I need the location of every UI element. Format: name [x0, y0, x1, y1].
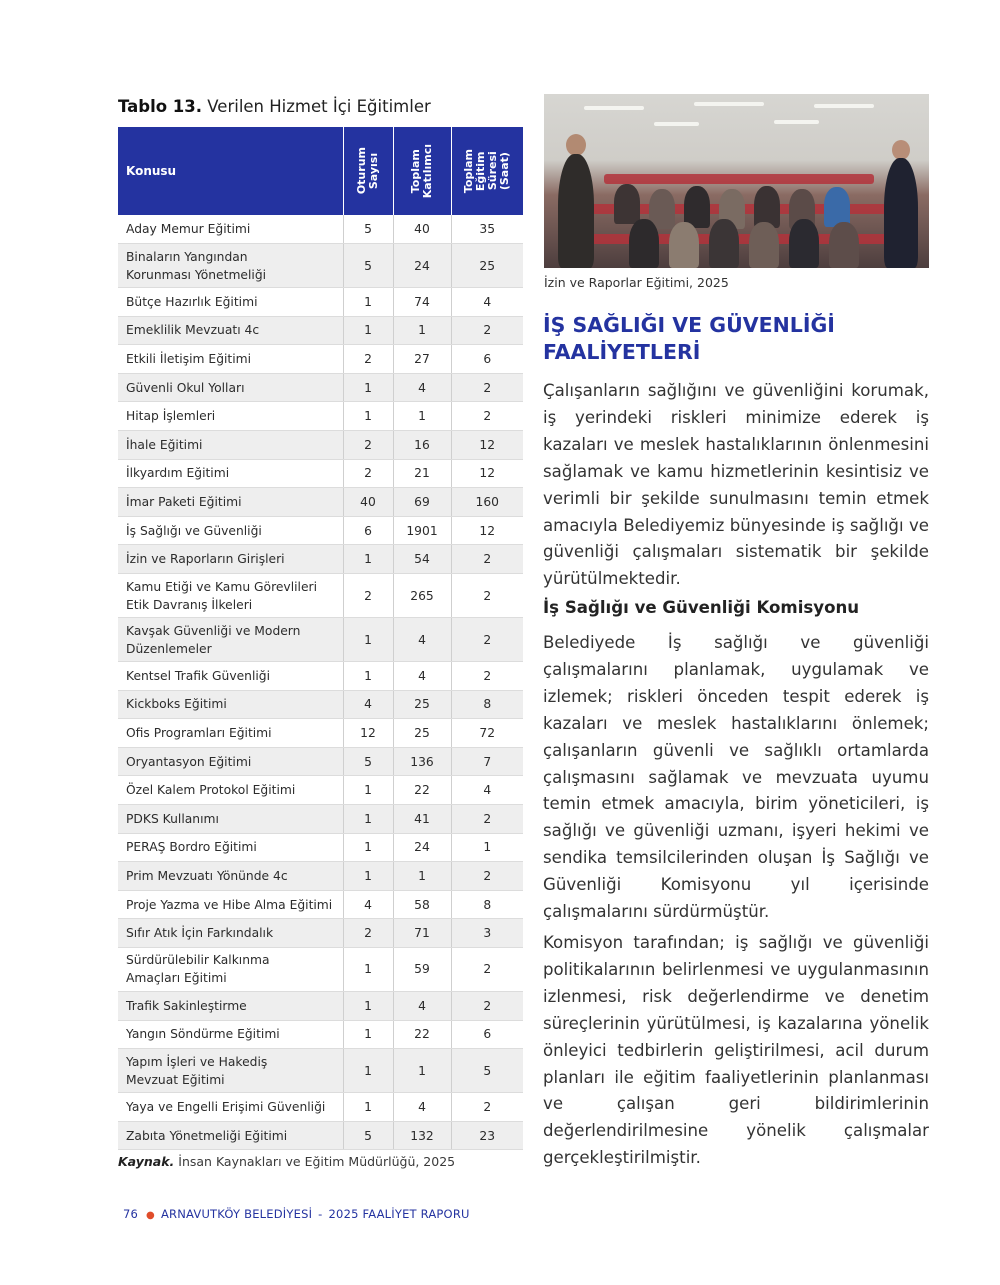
table-row	[118, 545, 523, 574]
footer-dot-icon: ●	[146, 1210, 155, 1221]
cell-hours: 2	[451, 402, 523, 431]
cell-topic: Yangın Söndürme Eğitimi	[118, 1020, 343, 1049]
source-label: Kaynak.	[118, 1154, 175, 1169]
table-title: Verilen Hizmet İçi Eğitimler	[207, 97, 431, 116]
table-row	[118, 1093, 523, 1122]
cell-hours: 4	[451, 776, 523, 805]
cell-topic: Etkili İletişim Eğitimi	[118, 345, 343, 374]
cell-hours: 5	[451, 1049, 523, 1093]
cell-topic: Güvenli Okul Yolları	[118, 373, 343, 402]
table-row	[118, 516, 523, 545]
cell-sessions: 2	[343, 574, 393, 618]
table-row	[118, 947, 523, 991]
cell-topic: İş Sağlığı ve Güvenliği	[118, 516, 343, 545]
section-heading: İŞ SAĞLIĞI VE GÜVENLİĞİ FAALİYETLERİ	[543, 313, 835, 364]
footer-separator: -	[318, 1207, 323, 1221]
table-row	[118, 833, 523, 862]
table-row	[118, 316, 523, 345]
cell-sessions: 2	[343, 459, 393, 488]
cell-sessions: 4	[343, 690, 393, 719]
table-header-row	[118, 127, 523, 215]
page-number: 76	[123, 1207, 139, 1221]
cell-topic: Yapım İşleri ve Hakediş Mevzuat Eğitimi	[118, 1049, 343, 1093]
table-row	[118, 459, 523, 488]
header-participants: Toplam Katılımcı	[393, 127, 451, 215]
cell-topic: Emeklilik Mevzuatı 4c	[118, 316, 343, 345]
source-text: İnsan Kaynakları ve Eğitim Müdürlüğü, 2025	[178, 1154, 456, 1169]
cell-participants: 4	[393, 618, 451, 662]
photo-caption: İzin ve Raporlar Eğitimi, 2025	[544, 275, 729, 290]
cell-sessions: 40	[343, 488, 393, 517]
cell-sessions: 1	[343, 947, 393, 991]
cell-participants: 24	[393, 244, 451, 288]
cell-topic: Yaya ve Engelli Erişimi Güvenliği	[118, 1093, 343, 1122]
cell-hours: 12	[451, 516, 523, 545]
cell-sessions: 1	[343, 373, 393, 402]
cell-topic: İmar Paketi Eğitimi	[118, 488, 343, 517]
cell-sessions: 2	[343, 431, 393, 460]
cell-sessions: 12	[343, 719, 393, 748]
cell-sessions: 5	[343, 747, 393, 776]
cell-hours: 2	[451, 1093, 523, 1122]
cell-participants: 25	[393, 690, 451, 719]
cell-participants: 1	[393, 1049, 451, 1093]
cell-topic: PERAŞ Bordro Eğitimi	[118, 833, 343, 862]
cell-sessions: 2	[343, 919, 393, 948]
table-row	[118, 488, 523, 517]
cell-hours: 23	[451, 1121, 523, 1150]
cell-topic: Ofis Programları Eğitimi	[118, 719, 343, 748]
cell-hours: 72	[451, 719, 523, 748]
cell-participants: 1901	[393, 516, 451, 545]
cell-topic: Özel Kalem Protokol Eğitimi	[118, 776, 343, 805]
table-row	[118, 1020, 523, 1049]
table-row	[118, 991, 523, 1020]
cell-hours: 6	[451, 1020, 523, 1049]
table-row	[118, 402, 523, 431]
cell-hours: 160	[451, 488, 523, 517]
cell-sessions: 1	[343, 833, 393, 862]
cell-hours: 12	[451, 431, 523, 460]
cell-participants: 41	[393, 805, 451, 834]
cell-participants: 59	[393, 947, 451, 991]
table-source	[118, 1154, 455, 1169]
cell-participants: 58	[393, 890, 451, 919]
cell-topic: Hitap İşlemleri	[118, 402, 343, 431]
table-row	[118, 288, 523, 317]
cell-hours: 2	[451, 373, 523, 402]
cell-sessions: 1	[343, 618, 393, 662]
cell-sessions: 2	[343, 345, 393, 374]
table-row	[118, 776, 523, 805]
cell-topic: Kavşak Güvenliği ve Modern Düzenlemeler	[118, 618, 343, 662]
cell-participants: 4	[393, 991, 451, 1020]
cell-sessions: 1	[343, 776, 393, 805]
table-row	[118, 373, 523, 402]
table-row	[118, 244, 523, 288]
cell-hours: 4	[451, 288, 523, 317]
cell-sessions: 6	[343, 516, 393, 545]
footer-report-title: 2025 FAALİYET RAPORU	[328, 1207, 470, 1221]
cell-topic: Kentsel Trafik Güvenliği	[118, 662, 343, 691]
cell-participants: 132	[393, 1121, 451, 1150]
table-row	[118, 719, 523, 748]
paragraph-activities: Komisyon tarafından; iş sağlığı ve güvenliği politikalarının belirlenmesi ve uygulanmasının izlenmesi, risk değerlendirme ve denetim süreçlerinin yürütülmesi, iş kazalarına yönelik önleyici tedbirlerin geliştirilmesi, acil durum planları ile eğitim faaliyetlerinin planlanması ve çalışan geri bildirimlerinin değerlendirilmesine yönelik çalışmalar gerçekleştirilmiştir.	[543, 933, 929, 1168]
cell-hours: 2	[451, 991, 523, 1020]
cell-sessions: 1	[343, 402, 393, 431]
header-duration: Toplam Eğitim Süresi (Saat)	[451, 127, 523, 215]
cell-topic: Sıfır Atık İçin Farkındalık	[118, 919, 343, 948]
cell-participants: 22	[393, 776, 451, 805]
table-row	[118, 805, 523, 834]
cell-hours: 12	[451, 459, 523, 488]
cell-sessions: 1	[343, 1093, 393, 1122]
cell-sessions: 1	[343, 545, 393, 574]
cell-participants: 25	[393, 719, 451, 748]
cell-sessions: 1	[343, 662, 393, 691]
cell-sessions: 1	[343, 1020, 393, 1049]
cell-participants: 21	[393, 459, 451, 488]
table-row	[118, 919, 523, 948]
cell-participants: 24	[393, 833, 451, 862]
cell-topic: Oryantasyon Eğitimi	[118, 747, 343, 776]
cell-topic: PDKS Kullanımı	[118, 805, 343, 834]
table-number: Tablo 13.	[118, 97, 203, 116]
cell-participants: 1	[393, 862, 451, 891]
cell-participants: 16	[393, 431, 451, 460]
table-row	[118, 1049, 523, 1093]
table-row	[118, 345, 523, 374]
header-sessions: Oturum Sayısı	[343, 127, 393, 215]
cell-participants: 71	[393, 919, 451, 948]
cell-sessions: 5	[343, 215, 393, 244]
cell-sessions: 1	[343, 805, 393, 834]
cell-hours: 6	[451, 345, 523, 374]
cell-topic: Zabıta Yönetmeliği Eğitimi	[118, 1121, 343, 1150]
cell-hours: 2	[451, 545, 523, 574]
cell-hours: 2	[451, 862, 523, 891]
table-row	[118, 862, 523, 891]
cell-topic: Bütçe Hazırlık Eğitimi	[118, 288, 343, 317]
table-row	[118, 574, 523, 618]
cell-participants: 27	[393, 345, 451, 374]
cell-topic: Kamu Etiği ve Kamu Görevlileri Etik Davranış İlkeleri	[118, 574, 343, 618]
cell-participants: 74	[393, 288, 451, 317]
cell-topic: Binaların Yangından Korunması Yönetmeliği	[118, 244, 343, 288]
cell-hours: 2	[451, 618, 523, 662]
footer-organization: ARNAVUTKÖY BELEDİYESİ	[160, 1207, 313, 1221]
cell-topic: Kickboks Eğitimi	[118, 690, 343, 719]
training-table	[118, 127, 523, 1150]
cell-sessions: 5	[343, 244, 393, 288]
cell-hours: 2	[451, 316, 523, 345]
cell-hours: 25	[451, 244, 523, 288]
cell-sessions: 1	[343, 316, 393, 345]
cell-sessions: 1	[343, 1049, 393, 1093]
cell-participants: 54	[393, 545, 451, 574]
cell-participants: 4	[393, 373, 451, 402]
cell-hours: 7	[451, 747, 523, 776]
cell-topic: Sürdürülebilir Kalkınma Amaçları Eğitimi	[118, 947, 343, 991]
cell-sessions: 5	[343, 1121, 393, 1150]
training-photo	[544, 94, 929, 268]
cell-participants: 1	[393, 402, 451, 431]
table-row	[118, 1121, 523, 1150]
cell-hours: 1	[451, 833, 523, 862]
header-topic: Konusu	[118, 127, 343, 215]
cell-hours: 2	[451, 805, 523, 834]
table-row	[118, 747, 523, 776]
cell-sessions: 1	[343, 288, 393, 317]
cell-sessions: 1	[343, 862, 393, 891]
cell-hours: 2	[451, 574, 523, 618]
cell-participants: 69	[393, 488, 451, 517]
cell-hours: 8	[451, 890, 523, 919]
table-row	[118, 662, 523, 691]
cell-sessions: 1	[343, 991, 393, 1020]
table-body	[118, 215, 523, 1150]
cell-topic: Aday Memur Eğitimi	[118, 215, 343, 244]
cell-hours: 2	[451, 662, 523, 691]
cell-topic: İlkyardım Eğitimi	[118, 459, 343, 488]
cell-participants: 265	[393, 574, 451, 618]
table-row	[118, 215, 523, 244]
cell-sessions: 4	[343, 890, 393, 919]
table-row	[118, 618, 523, 662]
paragraph-committee: Belediyede İş sağlığı ve güvenliği çalışmalarını planlamak, uygulamak ve izlemek; riskleri önceden tespit ederek iş kazaları ve meslek hastalıklarını önlemek; çalışanların güvenli ve sağlıklı ortamlarda çalışmasını sağlamak ve mevzuata uyumu temin etmek amacıyla, birim yöneticileri, iş sağlığı ve güvenliği uzmanı, işyeri hekimi ve sendika temsilcilerinden oluşan İş Sağlığı ve Güvenliği Komisyonu yıl içerisinde çalışmalarını sürdürmüştür.	[543, 633, 929, 922]
table-row	[118, 690, 523, 719]
cell-topic: Prim Mevzuatı Yönünde 4c	[118, 862, 343, 891]
cell-hours: 8	[451, 690, 523, 719]
cell-participants: 4	[393, 1093, 451, 1122]
cell-hours: 35	[451, 215, 523, 244]
cell-participants: 4	[393, 662, 451, 691]
committee-subheading: İş Sağlığı ve Güvenliği Komisyonu	[543, 598, 860, 617]
paragraph-intro: Çalışanların sağlığını ve güvenliğini korumak, iş yerindeki riskleri minimize ederek iş kazaları ve meslek hastalıklarının önlenmesini sağlamak ve kamu hizmetlerinin kesintisiz ve verimli bir şekilde sunulmasını temin etmek amacıyla Belediyemiz bünyesinde iş sağlığı ve güvenliği çalışmaları sistematik bir şekilde yürütülmektedir.	[543, 381, 929, 589]
cell-topic: İzin ve Raporların Girişleri	[118, 545, 343, 574]
table-caption	[118, 97, 538, 116]
cell-participants: 40	[393, 215, 451, 244]
cell-hours: 3	[451, 919, 523, 948]
cell-hours: 2	[451, 947, 523, 991]
table-row	[118, 431, 523, 460]
cell-participants: 136	[393, 747, 451, 776]
cell-topic: Trafik Sakinleştirme	[118, 991, 343, 1020]
table-row	[118, 890, 523, 919]
cell-participants: 22	[393, 1020, 451, 1049]
cell-topic: Proje Yazma ve Hibe Alma Eğitimi	[118, 890, 343, 919]
page-footer	[123, 1207, 470, 1221]
cell-topic: İhale Eğitimi	[118, 431, 343, 460]
cell-participants: 1	[393, 316, 451, 345]
